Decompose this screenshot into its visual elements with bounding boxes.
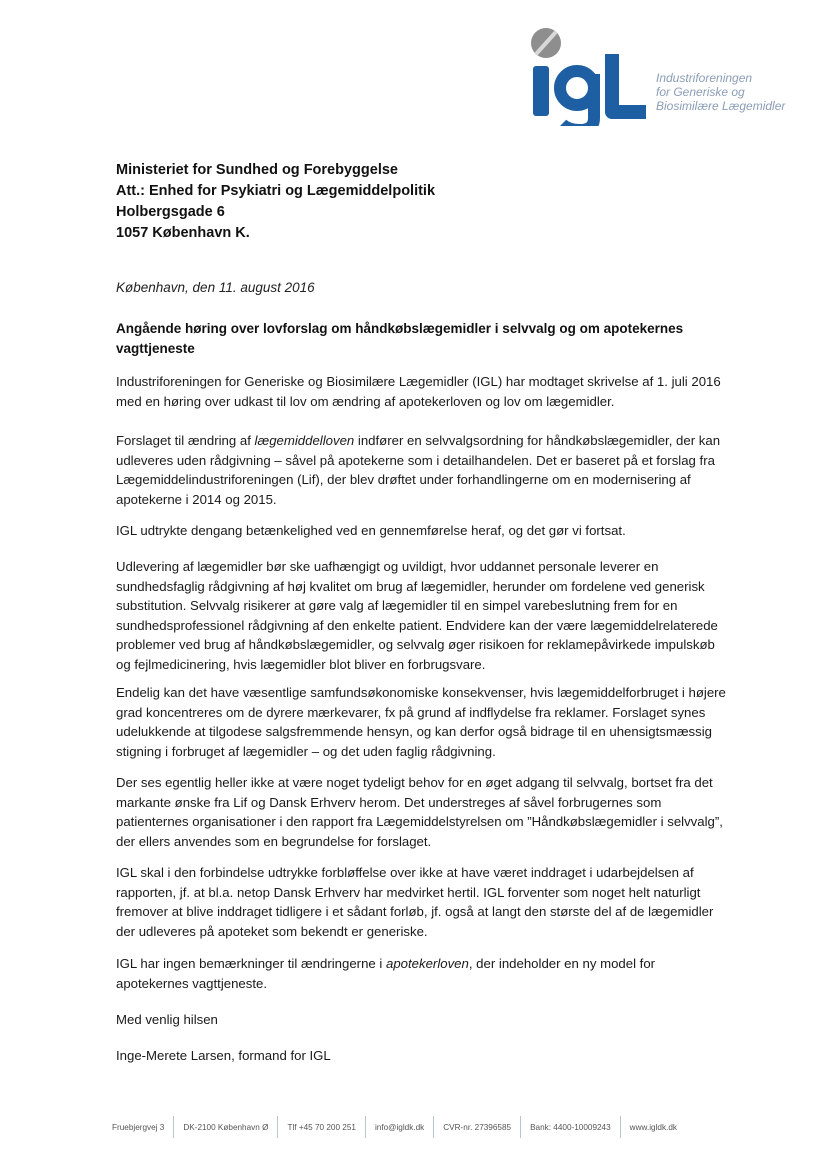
recipient-line: Ministeriet for Sundhed og Forebyggelse (116, 162, 398, 178)
recipient-line: 1057 København K. (116, 225, 250, 241)
body-paragraph: IGL udtrykte dengang betænkelighed ved en gennemførelse heraf, og det gør vi fortsat. (116, 523, 626, 538)
footer-website: www.igldk.dk (629, 1122, 677, 1132)
recipient-line: Holbergsgade 6 (116, 204, 225, 220)
footer-address: Fruebjergvej 3 (112, 1122, 165, 1132)
letter-subject: Angående høring over lovforslag om håndkøbslægemidler i selvvalg og om apotekernes vagttjeneste (116, 321, 684, 356)
footer-cvr: CVR-nr. 27396585 (443, 1122, 512, 1132)
footer-phone: Tlf +45 70 200 251 (287, 1122, 356, 1132)
law-name: apotekerloven (386, 956, 469, 971)
footer-bank: Bank: 4400-10009243 (530, 1122, 611, 1132)
recipient-line: Att.: Enhed for Psykiatri og Lægemiddelpolitik (116, 183, 436, 199)
igl-logo-mark (528, 26, 652, 126)
paragraph-text: IGL har ingen bemærkninger til ændringerne i (116, 956, 386, 971)
law-name: lægemiddelloven (254, 433, 355, 448)
footer-email: info@igldk.dk (374, 1122, 425, 1132)
logo-tagline-line: Industriforeningen (656, 71, 753, 85)
body-paragraph: Der ses egentlig heller ikke at være noget tydeligt behov for en øget adgang til selvvalg, bortset fra det markante ønske fra Lif og Dansk Erhverv herom. Det understreges af såvel forbrugernes som patienternes organisationer i den rapport fra Lægemiddelstyrelsen om ”Håndkøbslægemidler i selvvalg”, der ellers anvendes som en begrundelse for forslaget. (116, 775, 723, 849)
footer-city: DK-2100 København Ø (183, 1122, 269, 1132)
signature: Inge-Merete Larsen, formand for IGL (116, 1048, 331, 1063)
paragraph-text: Forslaget til ændring af (116, 433, 255, 448)
igl-logo (528, 26, 818, 126)
closing: Med venlig hilsen (116, 1012, 218, 1027)
logo-tagline-line: Biosimilære Lægemidler (656, 99, 786, 113)
recipient-address (116, 160, 435, 244)
paragraph-text: , der indeholder en ny model for apotekernes vagttjeneste. (116, 956, 656, 991)
body-paragraph: IGL skal i den forbindelse udtrykke forbløffelse over ikke at have været inddraget i udarbejdelsen af rapporten, jf. at bl.a. netop Dansk Erhverv har medvirket hertil. IGL forventer som noget helt naturligt fremover at blive inddraget tidligere i et sådant forløb, jf. også at langt den største del af de lægemidler der udleveres på apoteket som bekendt er generiske. (116, 865, 714, 939)
paragraph-text: indfører en selvvalgsordning for håndkøbslægemidler, der kan udleveres uden rådgivning – såvel på apotekerne som i detailhandelen. Det er baseret på et forslag fra Lægemiddelindustriforeningen (Lif), der blev drøftet under forhandlingerne om en modernisering af apotekerne i 2014 og 2015. (116, 433, 721, 507)
body-paragraph: Industriforeningen for Generiske og Biosimilære Lægemidler (IGL) har modtaget skrivelse af 1. juli 2016 med en høring over udkast til lov om ændring af apotekerloven og lov om lægemidler. (116, 374, 721, 409)
letter-footer (112, 1112, 712, 1142)
letter-date: København, den 11. august 2016 (116, 280, 315, 295)
logo-tagline-line: for Generiske og (656, 85, 745, 99)
body-paragraph (116, 954, 726, 993)
body-paragraph: Endelig kan det have væsentlige samfundsøkonomiske konsekvenser, hvis lægemiddelforbruget i højere grad koncentreres om de dyrere mærkevarer, fx på grund af indflydelse fra reklamer. Forslaget synes udelukkende at tilgodese salgsfremmende hensyn, og kan derfor også bidrage til en uhensigtsmæssig stigning i forbruget af lægemidler – og det uden faglig rådgivning. (116, 685, 726, 759)
logo-tagline (656, 71, 785, 113)
body-paragraph: Udlevering af lægemidler bør ske uafhængigt og uvildigt, hvor uddannet personale leverer en sundhedsfaglig rådgivning af høj kvalitet om brug af lægemidler, herunder om fordelene ved generisk substitution. Selvvalg risikerer at gøre valg af lægemidler til en simpel varebeslutning frem for en sundhedsprofessionel rådgivning af den enkelte patient. Endvidere kan der være lægemiddelrelaterede problemer ved brug af håndkøbslægemidler, og selvvalg øger risikoen for reklamepåvirkede impulskøb og fejlmedicinering, hvis lægemidler blot bliver en forbrugsvare. (116, 559, 718, 672)
body-paragraph (116, 431, 726, 509)
